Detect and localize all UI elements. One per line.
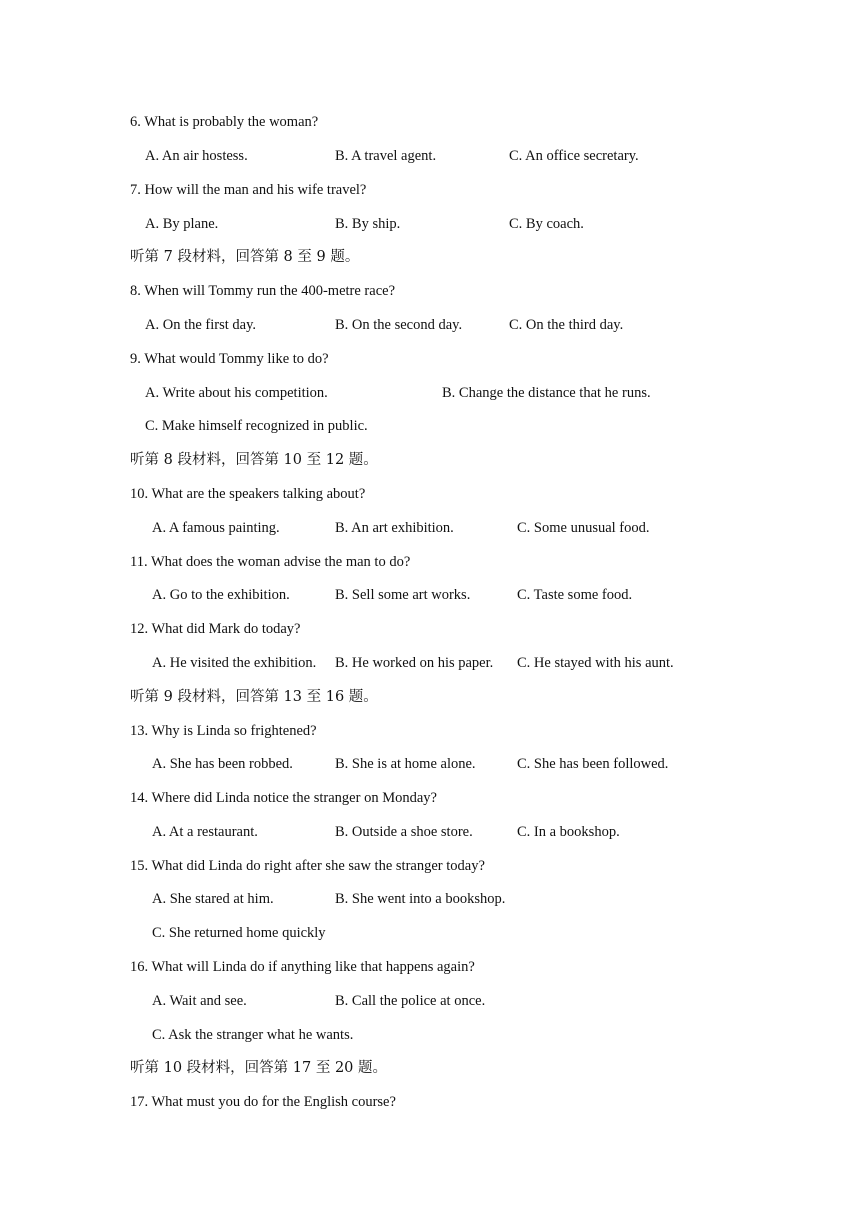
question-11-option-c: C. Taste some food. [517,587,633,603]
section-9-instruction: 听第 9 段材料，回答第 13 至 16 题。 [130,689,378,705]
question-14-option-b: B. Outside a shoe store. [335,824,473,840]
question-9: 9. What would Tommy like to do? [130,351,329,367]
question-15-option-a: A. She stared at him. [152,891,274,907]
question-8-option-c: C. On the third day. [509,317,624,333]
question-15-option-b: B. She went into a bookshop. [335,891,506,907]
question-16-option-c: C. Ask the stranger what he wants. [152,1027,354,1043]
question-15: 15. What did Linda do right after she saw the stranger today? [130,858,485,874]
question-8-option-b: B. On the second day. [335,317,463,333]
question-17: 17. What must you do for the English course? [130,1094,396,1110]
question-7-option-a: A. By plane. [145,216,219,232]
question-10-option-c: C. Some unusual food. [517,520,650,536]
question-8: 8. When will Tommy run the 400-metre race? [130,283,396,299]
question-11-option-b: B. Sell some art works. [335,587,471,603]
question-10: 10. What are the speakers talking about? [130,486,366,502]
question-13-option-b: B. She is at home alone. [335,756,476,772]
question-13: 13. Why is Linda so frightened? [130,723,317,739]
question-6-option-c: C. An office secretary. [509,148,639,164]
question-12-option-a: A. He visited the exhibition. [152,655,317,671]
question-13-option-a: A. She has been robbed. [152,756,293,772]
question-6-option-a: A. An air hostess. [145,148,248,164]
question-14-option-c: C. In a bookshop. [517,824,620,840]
question-9-option-a: A. Write about his competition. [145,385,328,401]
question-16: 16. What will Linda do if anything like that happens again? [130,959,475,975]
question-6: 6. What is probably the woman? [130,114,319,130]
question-12-option-b: B. He worked on his paper. [335,655,494,671]
question-9-option-b: B. Change the distance that he runs. [442,385,651,401]
question-13-option-c: C. She has been followed. [517,756,669,772]
section-7-instruction: 听第 7 段材料，回答第 8 至 9 题。 [130,249,360,265]
question-7-option-b: B. By ship. [335,216,401,232]
question-16-option-b: B. Call the police at once. [335,993,486,1009]
question-10-option-b: B. An art exhibition. [335,520,454,536]
question-14: 14. Where did Linda notice the stranger on Monday? [130,790,437,806]
question-16-option-a: A. Wait and see. [152,993,247,1009]
section-8-instruction: 听第 8 段材料，回答第 10 至 12 题。 [130,452,378,468]
question-6-option-b: B. A travel agent. [335,148,437,164]
question-8-option-a: A. On the first day. [145,317,257,333]
question-10-option-a: A. A famous painting. [152,520,280,536]
question-11-option-a: A. Go to the exhibition. [152,587,290,603]
question-7-option-c: C. By coach. [509,216,584,232]
question-11: 11. What does the woman advise the man to do? [130,554,411,570]
question-15-option-c: C. She returned home quickly [152,925,326,941]
section-10-instruction: 听第 10 段材料，回答第 17 至 20 题。 [130,1060,388,1076]
question-7: 7. How will the man and his wife travel? [130,182,367,198]
question-14-option-a: A. At a restaurant. [152,824,258,840]
question-9-option-c: C. Make himself recognized in public. [145,418,368,434]
question-12: 12. What did Mark do today? [130,621,301,637]
question-12-option-c: C. He stayed with his aunt. [517,655,674,671]
